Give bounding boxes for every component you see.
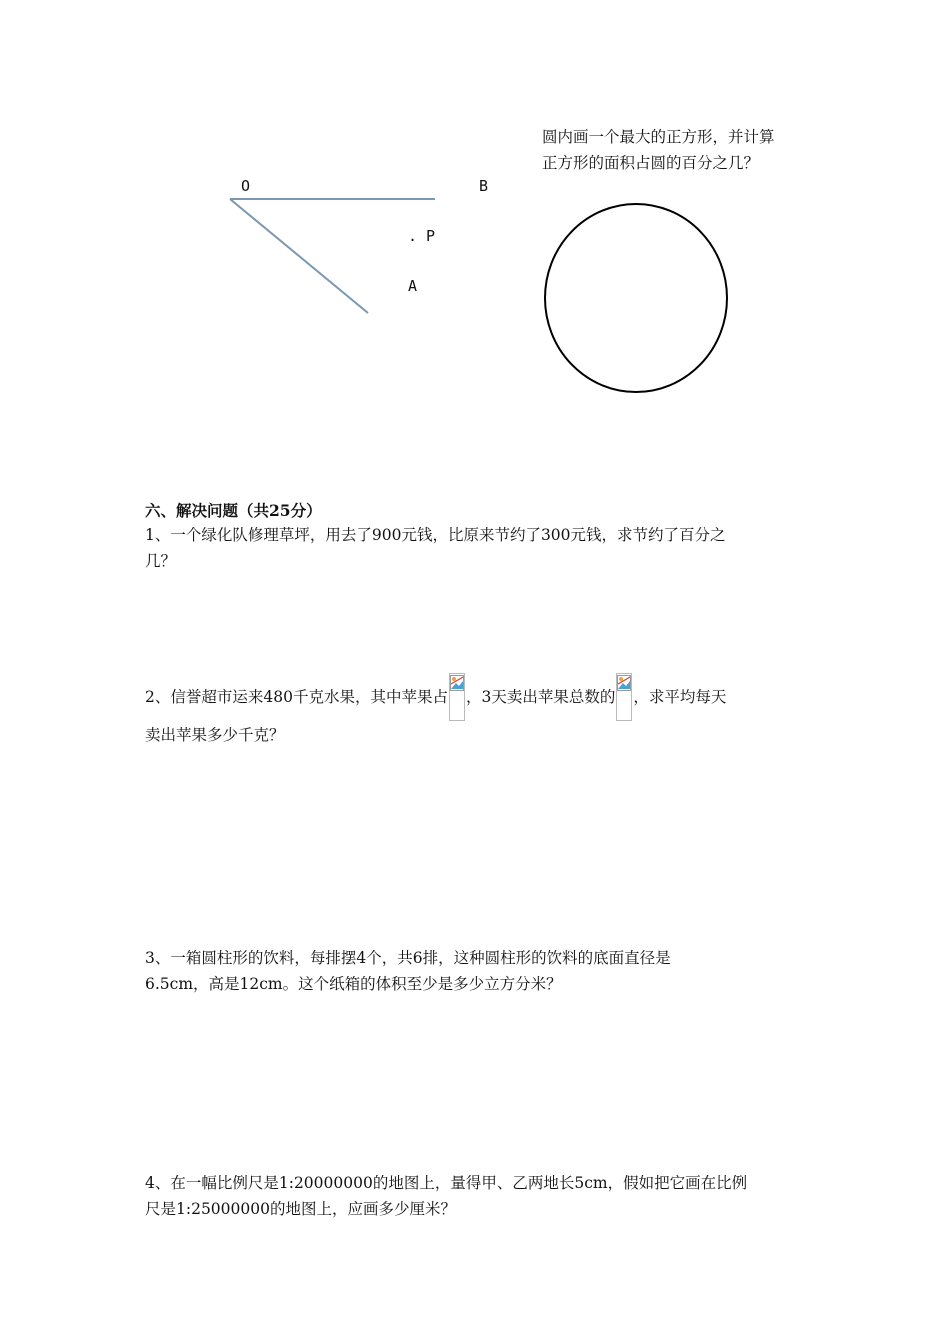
- problem-4-line1: 4、在一幅比例尺是1:20000000的地图上，量得甲、乙两地长5cm，假如把它画在比例: [145, 1174, 748, 1192]
- problem-2-line2: 卖出苹果多少千克？: [145, 726, 285, 744]
- problem-2-part3: ，求平均每天: [633, 688, 727, 706]
- problem-1-line1: 1、一个绿化队修理草坪，用去了900元钱，比原来节约了300元钱，求节约了百分之: [145, 526, 726, 544]
- ray-oa: [230, 199, 368, 313]
- section-title: 六、解决问题（共25分）: [145, 501, 322, 520]
- angle-lines: [0, 0, 950, 400]
- problem-1-line2: 几？: [145, 552, 177, 570]
- label-a: A: [408, 277, 418, 295]
- broken-image-icon: [616, 673, 632, 721]
- circle-instruction-line2: 正方形的面积占圆的百分之几？: [542, 154, 760, 172]
- label-o: O: [241, 177, 251, 195]
- problem-2-part2: ，3天卖出苹果总数的: [465, 688, 616, 706]
- label-p: . P: [408, 227, 436, 245]
- circle-instruction-line1: 圆内画一个最大的正方形，并计算: [542, 128, 775, 146]
- problem-3-line2: 6.5cm，高是12cm。这个纸箱的体积至少是多少立方分米？: [145, 975, 562, 993]
- broken-image-icon: [449, 673, 465, 721]
- problem-4-line2: 尺是1:25000000的地图上，应画多少厘米？: [145, 1200, 456, 1218]
- circle-shape: [540, 200, 732, 396]
- problem-2-line1: [145, 670, 726, 724]
- label-b: B: [479, 177, 489, 195]
- problem-2-part1: 2、信誉超市运来480千克水果，其中苹果占: [145, 688, 448, 706]
- problem-3-line1: 3、一箱圆柱形的饮料，每排摆4个，共6排，这种圆柱形的饮料的底面直径是: [145, 949, 671, 967]
